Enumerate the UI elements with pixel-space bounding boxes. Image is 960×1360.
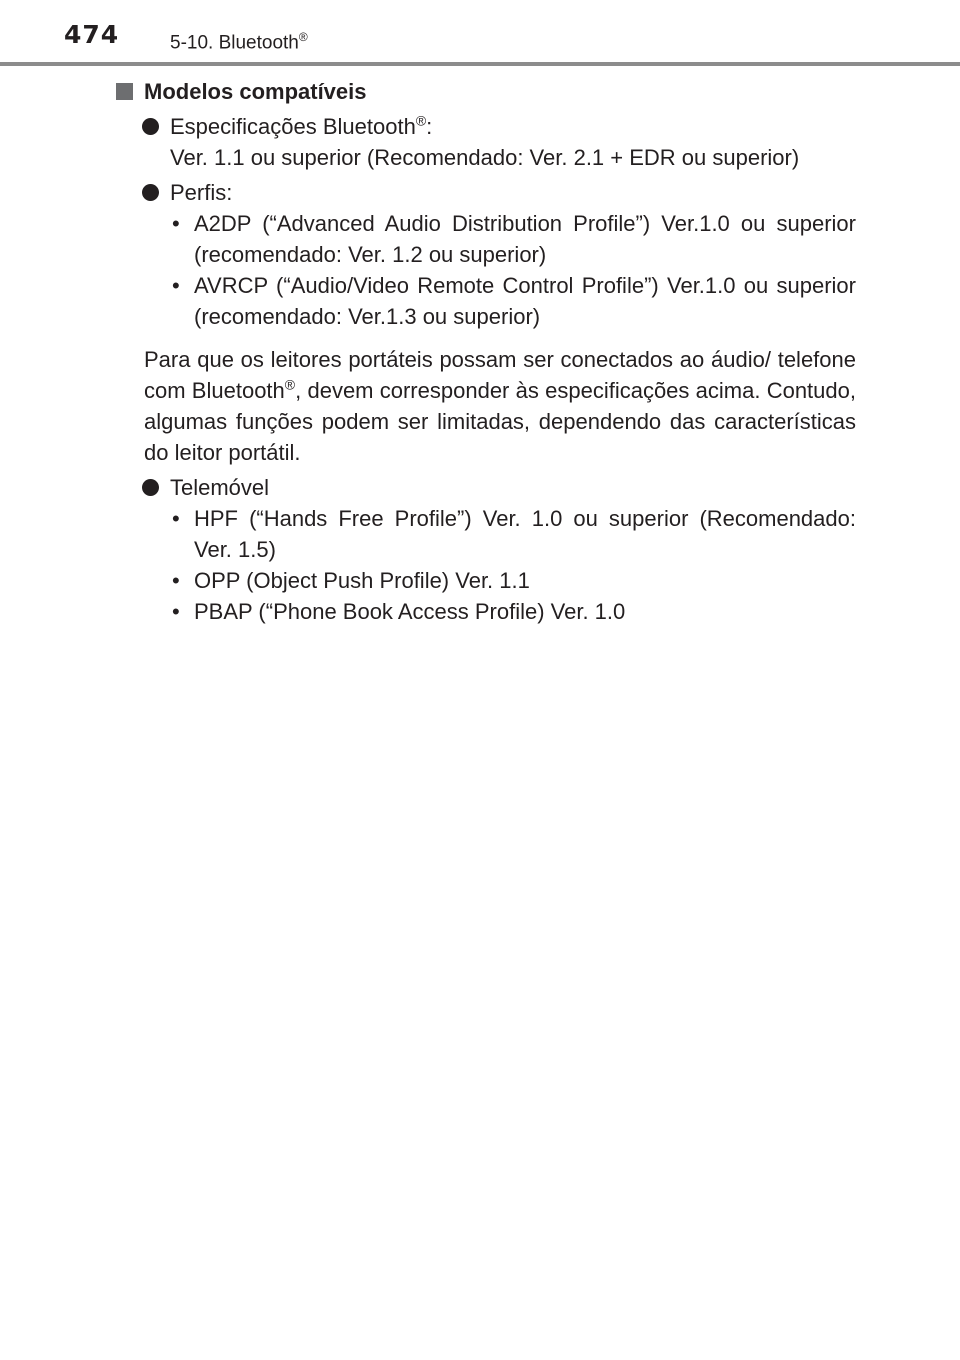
dot-bullet: • [172,211,180,236]
spec-label: Especificações Bluetooth [170,114,416,139]
header-divider [0,62,960,66]
dot-bullet: • [172,273,180,298]
list-item-text: HPF (“Hands Free Profile”) Ver. 1.0 ou superior (Recomendado: Ver. 1.5) [194,506,856,562]
phone-item [108,472,856,503]
profiles-list [108,208,856,332]
spec-item [108,111,856,173]
dot-bullet: • [172,506,180,531]
paragraph-text-start: Para que os leitores portáteis possam ser conectados ao áudio/ telefone com Bluetooth [144,347,856,403]
registered-mark: ® [415,112,427,129]
circle-bullet-icon [142,479,159,496]
list-item [108,565,856,596]
list-item-text: OPP (Object Push Profile) Ver. 1.1 [194,568,530,593]
heading-text: Modelos compatíveis [144,79,367,104]
phone-label: Telemóvel [170,475,270,500]
section-title [170,30,308,54]
spec-colon: : [426,114,433,139]
paragraph-text-end: , devem corresponder às especificações acima. Contudo, algumas funções podem ser limitadas, dependendo das características do leitor portátil. [144,378,856,465]
list-item [108,503,856,565]
profiles-item [108,177,856,208]
profiles-label: Perfis: [170,180,233,205]
phone-profiles-list [108,503,856,627]
list-item [108,596,856,627]
spec-value: Ver. 1.1 ou superior (Recomendado: Ver. 2.1 + EDR ou superior) [170,145,800,170]
spec-label-line [170,111,856,142]
dot-bullet: • [172,599,180,624]
list-item-text: AVRCP (“Audio/Video Remote Control Profile”) Ver.1.0 ou superior (recomendado: Ver.1.3 ou superior) [194,273,856,329]
section-heading [108,76,856,107]
page-number: 474 [64,20,120,49]
registered-mark: ® [298,30,308,44]
list-item [108,208,856,270]
circle-bullet-icon [142,184,159,201]
square-bullet-icon [116,83,133,100]
page-content [108,76,856,627]
list-item-text: A2DP (“Advanced Audio Distribution Profile”) Ver.1.0 ou superior (recomendado: Ver. 1.2 ou superior) [194,211,856,267]
circle-bullet-icon [142,118,159,135]
section-title-text: 5-10. Bluetooth [170,32,299,54]
page-header [0,0,960,70]
dot-bullet: • [172,568,180,593]
list-item [108,270,856,332]
registered-mark: ® [284,376,296,393]
list-item-text: PBAP (“Phone Book Access Profile) Ver. 1.0 [194,599,626,624]
compatibility-paragraph [108,344,856,468]
